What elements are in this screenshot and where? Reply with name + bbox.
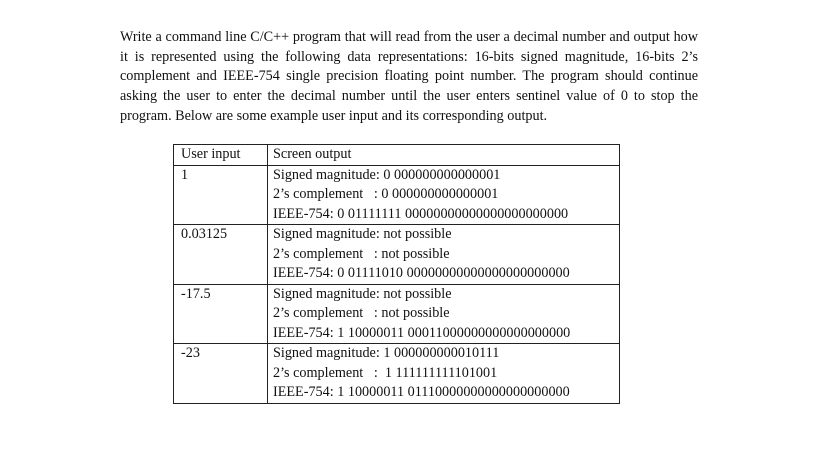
signed-magnitude-line: Signed magnitude: 1 000000000010111 [273, 345, 500, 361]
table-header-row [174, 145, 620, 166]
input-value: 1 [181, 166, 189, 183]
input-cell [174, 225, 268, 285]
input-cell [174, 284, 268, 344]
header-label: User input [181, 146, 241, 162]
input-value: 0.03125 [181, 226, 228, 242]
ieee754-line: IEEE-754: 0 01111111 00000000000000000000000 [273, 205, 569, 222]
output-cell [268, 284, 620, 344]
input-value: -23 [181, 345, 200, 361]
header-screen-output [268, 145, 620, 166]
ieee754-line: IEEE-754: 1 10000011 01110000000000000000000 [273, 384, 570, 400]
ieee754-line: IEEE-754: 0 01111010 00000000000000000000000 [273, 265, 570, 281]
assignment-paragraph: Write a command line C/C++ program that will read from the user a decimal number and output how it is represented using the following data representations: 16-bits signed magnitude, 16-bits 2’s complement and IEEE-754 single precision floating point number. The program should continue asking the user to enter the decimal number until the user enters sentinel value of 0 to stop the program. Below are some example user input and its corresponding output. [120, 29, 698, 124]
input-cell [174, 165, 268, 225]
ieee754-line: IEEE-754: 1 10000011 00011000000000000000000 [273, 324, 571, 341]
output-cell [268, 225, 620, 285]
signed-magnitude-line: Signed magnitude: not possible [273, 285, 452, 302]
table-row [174, 284, 620, 344]
signed-magnitude-line: Signed magnitude: not possible [273, 226, 452, 242]
signed-magnitude-line: Signed magnitude: 0 000000000000001 [273, 166, 501, 183]
twos-complement-line: 2’s complement : 0 000000000000001 [273, 186, 499, 202]
input-cell [174, 344, 268, 404]
twos-complement-line: 2’s complement : not possible [273, 305, 450, 321]
table-row [174, 225, 620, 285]
output-cell [268, 344, 620, 404]
example-table [173, 144, 620, 404]
header-label: Screen output [273, 146, 352, 162]
output-cell [268, 165, 620, 225]
table-row [174, 344, 620, 404]
header-user-input [174, 145, 268, 166]
twos-complement-line: 2’s complement : 1 111111111101001 [273, 364, 498, 381]
table-row [174, 165, 620, 225]
input-value: -17.5 [181, 285, 211, 302]
twos-complement-line: 2’s complement : not possible [273, 245, 450, 262]
